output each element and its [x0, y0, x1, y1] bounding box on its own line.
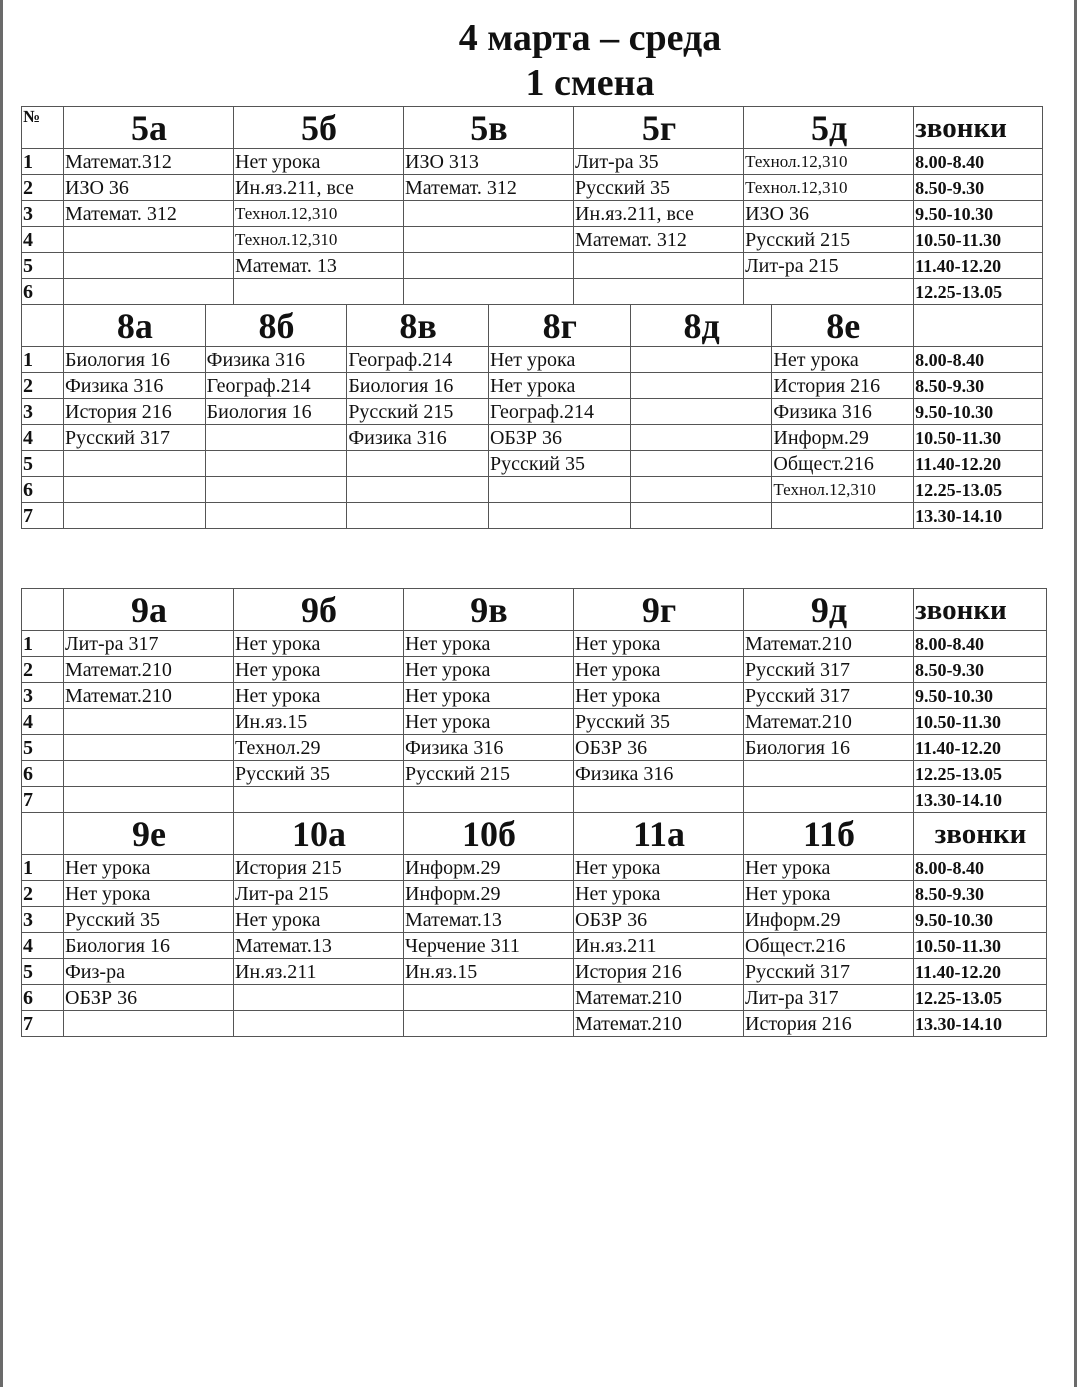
table-row [22, 683, 1047, 709]
lesson-number: 2 [22, 373, 64, 399]
bell-time: 8.00-8.40 [914, 855, 1047, 881]
lesson-cell: ОБЗР 36 [64, 985, 234, 1011]
lesson-cell: Информ.29 [404, 855, 574, 881]
lesson-cell [404, 253, 574, 279]
class-header: 9г [574, 589, 744, 631]
lesson-cell [64, 787, 234, 813]
bell-time: 9.50-10.30 [914, 399, 1043, 425]
lesson-number-header [22, 305, 64, 347]
bell-time: 9.50-10.30 [914, 201, 1043, 227]
lesson-cell: ОБЗР 36 [574, 907, 744, 933]
class-header: 8е [772, 305, 914, 347]
lesson-cell: Лит-ра 317 [744, 985, 914, 1011]
lesson-cell [234, 985, 404, 1011]
lesson-cell: ИЗО 36 [64, 175, 234, 201]
lesson-cell: Физика 316 [205, 347, 347, 373]
lesson-cell: Математ.210 [744, 709, 914, 735]
lesson-number: 5 [22, 253, 64, 279]
class-header: 8г [488, 305, 630, 347]
lesson-cell [404, 201, 574, 227]
lesson-cell: Лит-ра 215 [234, 881, 404, 907]
lesson-cell: Русский 215 [744, 227, 914, 253]
lesson-cell: Географ.214 [205, 373, 347, 399]
lesson-cell: Русский 35 [488, 451, 630, 477]
class-header: 11б [744, 813, 914, 855]
lesson-cell: История 216 [772, 373, 914, 399]
table-row [22, 175, 1043, 201]
lesson-cell: Русский 35 [574, 175, 744, 201]
lesson-cell: История 215 [234, 855, 404, 881]
lesson-cell [64, 1011, 234, 1037]
bell-time: 8.50-9.30 [914, 175, 1043, 201]
lesson-number: 5 [22, 735, 64, 761]
bell-time: 8.50-9.30 [914, 657, 1047, 683]
lesson-cell: Математ.210 [574, 985, 744, 1011]
lesson-cell: Физ-ра [64, 959, 234, 985]
lesson-cell: Русский 35 [574, 709, 744, 735]
lesson-cell: Математ.210 [744, 631, 914, 657]
lesson-number: 6 [22, 279, 64, 305]
bell-time: 11.40-12.20 [914, 253, 1043, 279]
bell-time: 8.50-9.30 [914, 881, 1047, 907]
lesson-cell [630, 503, 772, 529]
class-header: 9е [64, 813, 234, 855]
header-row [22, 813, 1047, 855]
lesson-number-header: № [22, 107, 64, 149]
lesson-number: 1 [22, 149, 64, 175]
lesson-cell: Географ.214 [347, 347, 489, 373]
lesson-cell [64, 451, 206, 477]
header-row [22, 107, 1043, 149]
table-row [22, 227, 1043, 253]
class-header: 8а [64, 305, 206, 347]
lesson-cell: Нет урока [574, 881, 744, 907]
lesson-cell: Нет урока [64, 881, 234, 907]
lesson-cell [404, 985, 574, 1011]
table-row [22, 201, 1043, 227]
table-row [22, 1011, 1047, 1037]
page-edge [0, 0, 3, 1387]
lesson-cell: Ин.яз.15 [404, 959, 574, 985]
lesson-cell: Математ.13 [404, 907, 574, 933]
lesson-cell [64, 227, 234, 253]
lesson-cell [630, 347, 772, 373]
lesson-cell [630, 373, 772, 399]
lesson-cell [574, 253, 744, 279]
class-header: 11а [574, 813, 744, 855]
class-header: 8в [347, 305, 489, 347]
lesson-number: 4 [22, 933, 64, 959]
lesson-cell [772, 503, 914, 529]
table-row [22, 149, 1043, 175]
lesson-number: 3 [22, 201, 64, 227]
lesson-cell: Математ. 312 [64, 201, 234, 227]
lesson-cell: Русский 317 [744, 657, 914, 683]
lesson-number: 7 [22, 1011, 64, 1037]
table-row [22, 451, 1043, 477]
lesson-cell: Нет урока [574, 657, 744, 683]
lesson-cell: Технол.12,310 [234, 227, 404, 253]
table-row [22, 347, 1043, 373]
lesson-cell [64, 253, 234, 279]
lesson-number: 3 [22, 399, 64, 425]
lesson-cell: Биология 16 [744, 735, 914, 761]
lesson-cell [404, 1011, 574, 1037]
lesson-cell: Математ.210 [64, 683, 234, 709]
lesson-cell [234, 787, 404, 813]
lesson-cell [630, 477, 772, 503]
bell-time: 13.30-14.10 [914, 1011, 1047, 1037]
lesson-cell: Нет урока [404, 657, 574, 683]
lesson-number: 1 [22, 347, 64, 373]
table-row [22, 985, 1047, 1011]
lesson-number: 3 [22, 907, 64, 933]
table-row [22, 881, 1047, 907]
bell-time: 8.00-8.40 [914, 347, 1043, 373]
lesson-number: 6 [22, 477, 64, 503]
lesson-cell: Математ.210 [574, 1011, 744, 1037]
lesson-cell [630, 399, 772, 425]
lesson-cell: Лит-ра 215 [744, 253, 914, 279]
table-row [22, 657, 1047, 683]
lesson-cell: Физика 316 [404, 735, 574, 761]
lesson-number: 4 [22, 425, 64, 451]
bell-time: 11.40-12.20 [914, 959, 1047, 985]
class-header: 9а [64, 589, 234, 631]
lesson-cell [234, 1011, 404, 1037]
lesson-cell: Нет урока [574, 683, 744, 709]
lesson-number: 4 [22, 709, 64, 735]
bell-time: 8.00-8.40 [914, 149, 1043, 175]
lesson-cell: Русский 35 [234, 761, 404, 787]
lesson-cell: Русский 215 [347, 399, 489, 425]
bell-time: 10.50-11.30 [914, 425, 1043, 451]
class-header: 9в [404, 589, 574, 631]
lesson-number: 5 [22, 451, 64, 477]
class-header: 8д [630, 305, 772, 347]
lesson-cell: Технол.12,310 [234, 201, 404, 227]
lesson-cell [574, 279, 744, 305]
lesson-cell: Биология 16 [64, 933, 234, 959]
lesson-cell: ИЗО 36 [744, 201, 914, 227]
table-row [22, 631, 1047, 657]
lesson-cell: Нет урока [234, 657, 404, 683]
lesson-number: 2 [22, 657, 64, 683]
lesson-cell: Биология 16 [347, 373, 489, 399]
bell-time: 8.50-9.30 [914, 373, 1043, 399]
page-edge [1074, 0, 1077, 1387]
lesson-cell: Технол.12,310 [744, 175, 914, 201]
table-row [22, 425, 1043, 451]
table-row [22, 787, 1047, 813]
lesson-cell: История 216 [744, 1011, 914, 1037]
lesson-cell: Нет урока [404, 709, 574, 735]
lesson-cell [488, 503, 630, 529]
lesson-number: 5 [22, 959, 64, 985]
lesson-cell: Русский 35 [64, 907, 234, 933]
lesson-cell: Технол.12,310 [772, 477, 914, 503]
lesson-cell: Русский 317 [64, 425, 206, 451]
lesson-cell: Технол.12,310 [744, 149, 914, 175]
lesson-cell: Нет урока [574, 855, 744, 881]
lesson-cell [205, 477, 347, 503]
bell-time: 13.30-14.10 [914, 787, 1047, 813]
lesson-cell: Математ.13 [234, 933, 404, 959]
lesson-cell: Ин.яз.15 [234, 709, 404, 735]
lesson-cell [64, 709, 234, 735]
table-row [22, 855, 1047, 881]
table-row [22, 503, 1043, 529]
lesson-number: 6 [22, 985, 64, 1011]
lesson-cell: Информ.29 [744, 907, 914, 933]
bell-time: 12.25-13.05 [914, 985, 1047, 1011]
bells-header: звонки [914, 813, 1047, 855]
lesson-cell [404, 787, 574, 813]
lesson-cell: Нет урока [234, 683, 404, 709]
lesson-cell: Информ.29 [772, 425, 914, 451]
lesson-cell [404, 279, 574, 305]
lesson-number: 6 [22, 761, 64, 787]
table-row [22, 399, 1043, 425]
lesson-cell: Нет урока [404, 631, 574, 657]
lesson-cell [64, 503, 206, 529]
lesson-cell [744, 279, 914, 305]
lesson-cell [630, 425, 772, 451]
lesson-cell: Биология 16 [64, 347, 206, 373]
lesson-number: 2 [22, 175, 64, 201]
lesson-number: 2 [22, 881, 64, 907]
lesson-cell: Математ. 312 [404, 175, 574, 201]
class-header: 10а [234, 813, 404, 855]
lesson-cell: Технол.29 [234, 735, 404, 761]
lesson-cell: Математ. 13 [234, 253, 404, 279]
lesson-cell: ИЗО 313 [404, 149, 574, 175]
lesson-cell [205, 425, 347, 451]
bells-header: звонки [914, 107, 1043, 149]
class-header: 5в [404, 107, 574, 149]
class-header: 5г [574, 107, 744, 149]
class-header: 9б [234, 589, 404, 631]
lesson-cell [744, 787, 914, 813]
lesson-cell [744, 761, 914, 787]
lesson-cell [404, 227, 574, 253]
lesson-cell [64, 477, 206, 503]
lesson-cell: Русский 215 [404, 761, 574, 787]
lesson-cell: ОБЗР 36 [574, 735, 744, 761]
table-row [22, 735, 1047, 761]
class-header: 5б [234, 107, 404, 149]
bell-time: 13.30-14.10 [914, 503, 1043, 529]
lesson-cell [205, 451, 347, 477]
lesson-number-header [22, 813, 64, 855]
lesson-number: 1 [22, 855, 64, 881]
lesson-cell [488, 477, 630, 503]
lesson-cell: Физика 316 [347, 425, 489, 451]
table-row [22, 279, 1043, 305]
lesson-cell: Ин.яз.211 [234, 959, 404, 985]
table-row [22, 373, 1043, 399]
lesson-cell: ОБЗР 36 [488, 425, 630, 451]
schedule-table-grades-5-8 [21, 106, 1043, 529]
class-header: 5д [744, 107, 914, 149]
page-title: 4 марта – среда [458, 17, 722, 59]
table-row [22, 709, 1047, 735]
lesson-cell [347, 451, 489, 477]
lesson-cell [347, 477, 489, 503]
lesson-cell [64, 279, 234, 305]
class-header: 10б [404, 813, 574, 855]
lesson-number: 4 [22, 227, 64, 253]
lesson-cell: Русский 317 [744, 959, 914, 985]
page-subtitle: 1 смена [525, 62, 655, 104]
lesson-cell [630, 451, 772, 477]
lesson-cell [205, 503, 347, 529]
class-header: 5а [64, 107, 234, 149]
lesson-number: 7 [22, 503, 64, 529]
class-header: 8б [205, 305, 347, 347]
lesson-cell: Географ.214 [488, 399, 630, 425]
lesson-cell: Ин.яз.211, все [574, 201, 744, 227]
header-row [22, 589, 1047, 631]
lesson-cell: Ин.яз.211 [574, 933, 744, 959]
lesson-cell: Нет урока [64, 855, 234, 881]
table-row [22, 907, 1047, 933]
lesson-cell: Ин.яз.211, все [234, 175, 404, 201]
lesson-number: 3 [22, 683, 64, 709]
lesson-cell: Черчение 311 [404, 933, 574, 959]
table-row [22, 253, 1043, 279]
table-row [22, 761, 1047, 787]
lesson-cell: Математ.312 [64, 149, 234, 175]
lesson-cell: История 216 [574, 959, 744, 985]
lesson-cell: История 216 [64, 399, 206, 425]
lesson-cell [234, 279, 404, 305]
schedule-table-grades-9-11 [21, 588, 1047, 1037]
header-row [22, 305, 1043, 347]
lesson-cell: Нет урока [574, 631, 744, 657]
lesson-cell [574, 787, 744, 813]
lesson-cell: Русский 317 [744, 683, 914, 709]
bell-time: 9.50-10.30 [914, 683, 1047, 709]
lesson-cell: Лит-ра 317 [64, 631, 234, 657]
bell-time: 10.50-11.30 [914, 933, 1047, 959]
lesson-cell: Физика 316 [772, 399, 914, 425]
lesson-cell: Нет урока [488, 347, 630, 373]
lesson-number-header [22, 589, 64, 631]
lesson-cell: Нет урока [744, 855, 914, 881]
bell-time: 9.50-10.30 [914, 907, 1047, 933]
bell-time: 11.40-12.20 [914, 451, 1043, 477]
lesson-cell: Нет урока [488, 373, 630, 399]
bell-time: 10.50-11.30 [914, 709, 1047, 735]
lesson-cell: Нет урока [404, 683, 574, 709]
class-header: 9д [744, 589, 914, 631]
lesson-number: 1 [22, 631, 64, 657]
bells-header: звонки [914, 589, 1047, 631]
table-row [22, 933, 1047, 959]
lesson-cell: Биология 16 [205, 399, 347, 425]
lesson-cell: Общест.216 [744, 933, 914, 959]
bell-time: 10.50-11.30 [914, 227, 1043, 253]
table-row [22, 959, 1047, 985]
lesson-cell: Нет урока [234, 149, 404, 175]
bell-time: 8.00-8.40 [914, 631, 1047, 657]
bell-time: 12.25-13.05 [914, 761, 1047, 787]
lesson-cell [64, 761, 234, 787]
lesson-cell: Нет урока [744, 881, 914, 907]
lesson-cell [64, 735, 234, 761]
lesson-cell: Нет урока [234, 907, 404, 933]
bell-time: 11.40-12.20 [914, 735, 1047, 761]
lesson-cell: Лит-ра 35 [574, 149, 744, 175]
lesson-cell: Физика 316 [64, 373, 206, 399]
lesson-cell [347, 503, 489, 529]
bell-time: 12.25-13.05 [914, 279, 1043, 305]
lesson-cell: Нет урока [772, 347, 914, 373]
lesson-cell: Общест.216 [772, 451, 914, 477]
lesson-cell: Математ. 312 [574, 227, 744, 253]
lesson-cell: Информ.29 [404, 881, 574, 907]
lesson-cell: Нет урока [234, 631, 404, 657]
lesson-cell: Физика 316 [574, 761, 744, 787]
bells-header [914, 305, 1043, 347]
lesson-number: 7 [22, 787, 64, 813]
bell-time: 12.25-13.05 [914, 477, 1043, 503]
table-row [22, 477, 1043, 503]
lesson-cell: Математ.210 [64, 657, 234, 683]
